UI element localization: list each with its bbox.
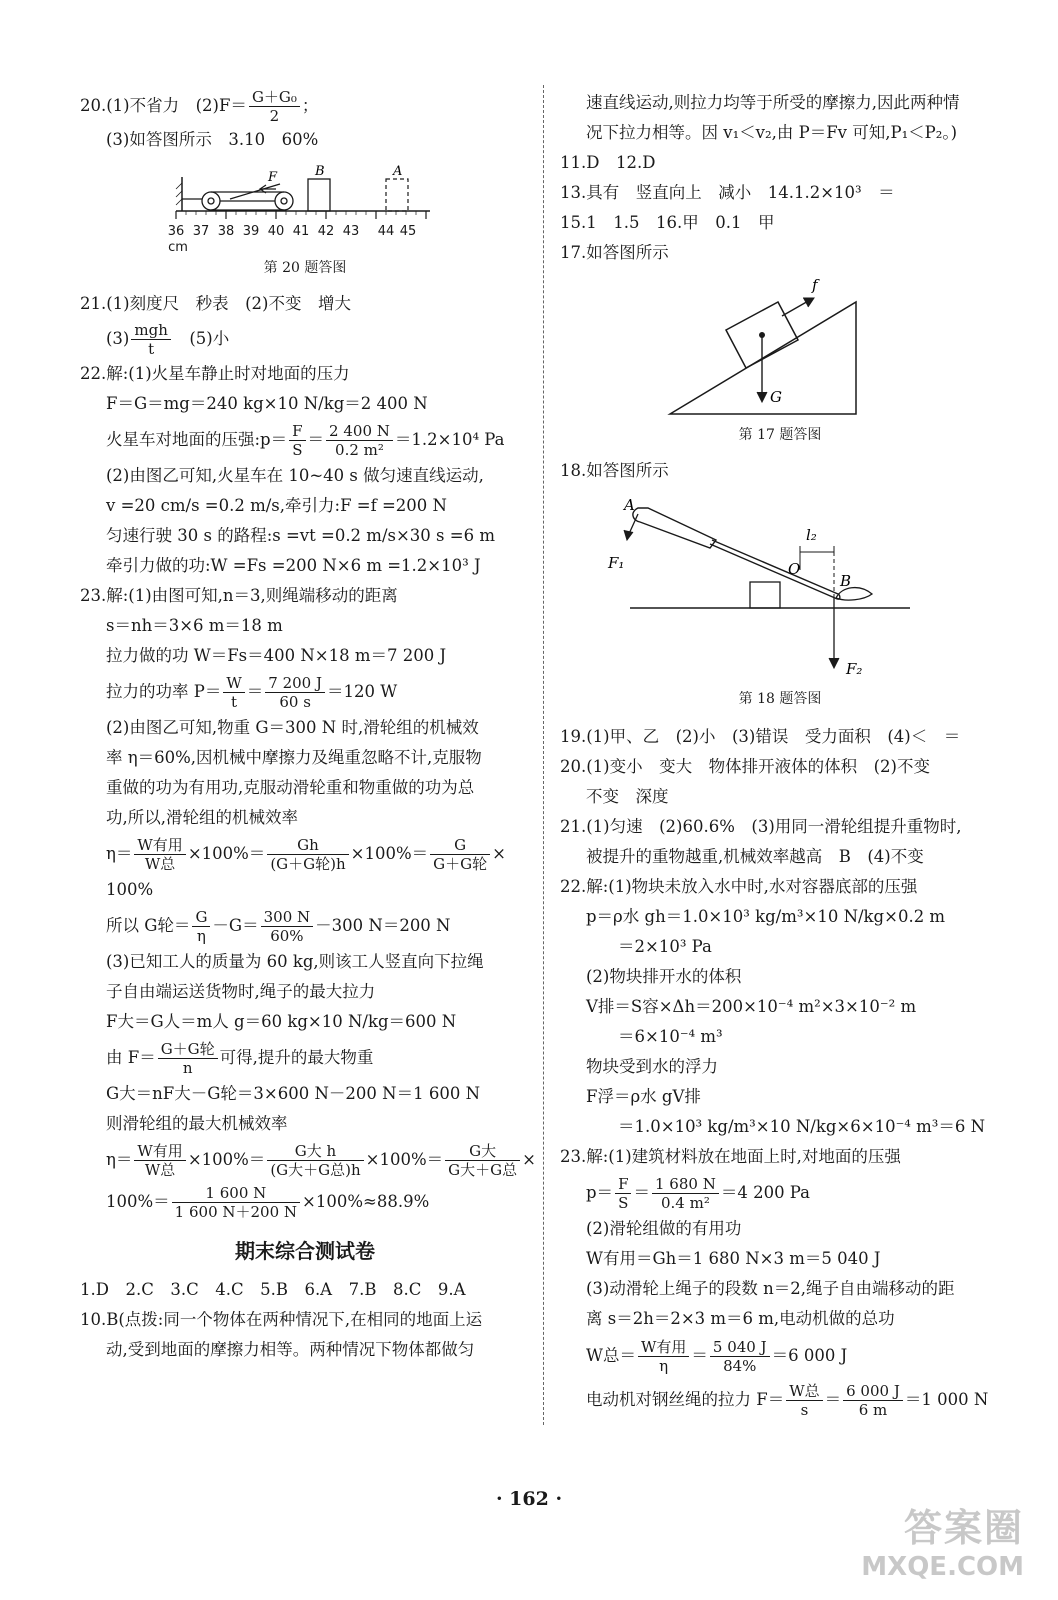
q23-line5: (3)动滑轮上绳子的段数 n＝2,绳子自由端移动的距 bbox=[586, 1279, 955, 1298]
figure-caption: 第 18 题答图 bbox=[738, 691, 822, 707]
fraction: $\frac{\text{W有用}}{\eta}$ bbox=[638, 1338, 689, 1375]
watermark-logo-text: 答案圈 bbox=[903, 1506, 1024, 1550]
fraction: $\frac{\text{G＋G轮}}{n}$ bbox=[158, 1040, 218, 1077]
fraction: $\frac{5 040 J}{84\%}$ bbox=[710, 1338, 770, 1375]
fraction: $\frac{\text{G大 h}}{\text{(G大＋G总)h}}$ bbox=[267, 1142, 363, 1179]
q23-line3: (2)滑轮组做的有用功 bbox=[586, 1219, 742, 1238]
fraction: $\frac{\text{W总}}{s}$ bbox=[786, 1382, 822, 1419]
q23-line7: 重做的功为有用功,克服动滑轮重和物重做的功为总 bbox=[106, 778, 475, 797]
q20-line1: 20.(1)变小 变大 物体排开液体的体积 (2)不变 bbox=[560, 757, 930, 776]
friction-label: f bbox=[812, 276, 818, 294]
fraction: $\frac{\text{W有用}}{\text{W总}}$ bbox=[134, 1142, 185, 1179]
q23-line2: p＝ $\frac{F}{S}$ ＝ $\frac{1 680 N}{\text{0.4 m²}}$ ＝4 200 Pa bbox=[586, 1175, 811, 1212]
ruler-tick-label: 39 bbox=[242, 224, 260, 239]
q23-line10: 100% bbox=[106, 880, 154, 899]
ruler-tick-label: 44 bbox=[377, 224, 395, 239]
fraction: $\frac{\text{mgh}}{t}$ bbox=[131, 321, 171, 358]
q17-line: 17.如答图所示 bbox=[560, 243, 669, 262]
q23-line4: W有用＝Gh＝1 680 N×3 m＝5 040 J bbox=[586, 1249, 881, 1268]
q23-line19: 100%＝ $\frac{1 600 N}{1 600 N+200 N}$ ×100%≈88.9% bbox=[106, 1184, 430, 1221]
point-label-B: B bbox=[840, 572, 852, 590]
ruler-tick-label: 37 bbox=[192, 224, 210, 239]
q15-line: 15.1 1.5 16.甲 0.1 甲 bbox=[560, 213, 775, 232]
ruler-tick-label: 36 bbox=[167, 224, 185, 239]
figure-caption: 第 20 题答图 bbox=[263, 260, 347, 276]
q22-line7: 牵引力做的功:W =Fs =200 N×6 m =1.2×10³ J bbox=[106, 556, 481, 575]
q22-line3: ＝2×10³ Pa bbox=[618, 937, 712, 956]
q23-line5: (2)由图乙可知,物重 G＝300 N 时,滑轮组的机械效 bbox=[106, 718, 479, 737]
q21-line2: 被提升的重物越重,机械效率越高 B (4)不变 bbox=[586, 847, 924, 866]
ruler-tick-label: 40 bbox=[267, 224, 285, 239]
q22-line9: ＝1.0×10³ kg/m³×10 N/kg×6×10⁻⁴ m³＝6 N bbox=[618, 1117, 986, 1136]
q22-line6: 匀速行驶 30 s 的路程:s =vt =0.2 m/s×30 s =6 m bbox=[106, 526, 495, 545]
ruler-tick-label: 41 bbox=[292, 224, 310, 239]
block-label-A: A bbox=[393, 164, 403, 179]
q21-line1: 21.(1)刻度尺 秒表 (2)不变 增大 bbox=[80, 294, 351, 313]
q21-line2: (3) $\frac{\text{mgh}}{t}$ (5)小 bbox=[106, 321, 230, 358]
watermark-url: MXQE.COM bbox=[861, 1552, 1024, 1582]
q23-line6: 率 η＝60%,因机械中摩擦力及绳重忽略不计,克服物 bbox=[106, 748, 482, 767]
block-A-dashed bbox=[386, 179, 408, 211]
q19-line: 19.(1)甲、乙 (2)小 (3)错误 受力面积 (4)＜ ＝ bbox=[560, 727, 961, 746]
q22-line2: p＝ρ水 gh＝1.0×10³ kg/m³×10 N/kg×0.2 m bbox=[586, 907, 946, 926]
fraction: $\frac{1 600 N}{1 600 N+200 N}$ bbox=[172, 1184, 300, 1221]
arrow-icon bbox=[757, 392, 767, 402]
q23-line2: s＝nh＝3×6 m＝18 m bbox=[106, 616, 283, 635]
q23-line1: 23.解:(1)建筑材料放在地面上时,对地面的压强 bbox=[560, 1147, 901, 1166]
ruler-tick-label: 38 bbox=[217, 224, 235, 239]
q23-line4: 拉力的功率 P＝ $\frac{W}{t}$ ＝ $\frac{7 200 J}{60 s}$ ＝120 W bbox=[106, 674, 398, 711]
mc-line3: 动,受到地面的摩擦力相等。两种情况下物体都做匀 bbox=[106, 1340, 475, 1359]
force-label-F: F bbox=[268, 170, 278, 185]
gravity-label: G bbox=[770, 388, 782, 406]
q23-line16: G大＝nF大－G轮＝3×600 N－200 N＝1 600 N bbox=[106, 1084, 481, 1103]
fraction: $\frac{1 680 N}{\text{0.4 m²}}$ bbox=[652, 1175, 719, 1212]
right-column bbox=[560, 88, 1000, 1422]
fulcrum-label-O: O bbox=[788, 560, 801, 578]
fraction: $\frac{Gh}{\text{(G＋G轮)h}}$ bbox=[267, 836, 348, 873]
q18-lever-figure bbox=[560, 490, 1000, 686]
q23-line8: 电动机对钢丝绳的拉力 F＝ $\frac{\text{W总}}{s}$ ＝ $\frac{6 000 J}{6 m}$ ＝1 000 N bbox=[586, 1382, 989, 1419]
fraction: $\frac{F}{S}$ bbox=[615, 1175, 631, 1212]
fraction: $\frac{6 000 J}{6 m}$ bbox=[843, 1382, 903, 1419]
q23-line7: W总＝ $\frac{\text{W有用}}{\eta}$ ＝ $\frac{5 040 J}{84\%}$ ＝6 000 J bbox=[586, 1338, 848, 1375]
mc-line2: 10.B(点拨:同一个物体在两种情况下,在相同的地面上运 bbox=[80, 1310, 483, 1329]
q23-line8: 功,所以,滑轮组的机械效率 bbox=[106, 808, 298, 827]
fraction: $\frac{G}{\text{G＋G轮}}$ bbox=[430, 836, 490, 873]
q23-line12: (3)已知工人的质量为 60 kg,则该工人竖直向下拉绳 bbox=[106, 952, 484, 971]
q21-line1: 21.(1)匀速 (2)60.6% (3)用同一滑轮组提升重物时, bbox=[560, 817, 962, 836]
fraction: $\frac{\text{W有用}}{\text{W总}}$ bbox=[134, 836, 185, 873]
q22-line5: V排＝S容×Δh＝200×10⁻⁴ m²×3×10⁻² m bbox=[586, 997, 917, 1016]
q22-line3: 火星车对地面的压强:p＝ $\frac{F}{S}$ ＝ $\frac{2 400 N}{\text{0.2 m²}}$ ＝1.2×10⁴ Pa bbox=[106, 422, 505, 459]
q23-line11: 所以 G轮＝ $\frac{G}{\eta}$ －G＝ $\frac{300 N}{60\%}$ －300 N＝200 N bbox=[106, 908, 451, 945]
q22-line1: 22.解:(1)物块未放入水中时,水对容器底部的压强 bbox=[560, 877, 918, 896]
q22-line2: F＝G＝mg＝240 kg×10 N/kg＝2 400 N bbox=[106, 394, 428, 413]
q18-line: 18.如答图所示 bbox=[560, 461, 669, 480]
block-label-B: B bbox=[315, 164, 325, 179]
point-label-A: A bbox=[624, 496, 635, 514]
fraction: $\frac{\text{G大}}{\text{G大＋G总}}$ bbox=[445, 1142, 520, 1179]
q13-line: 13.具有 竖直向上 减小 14.1.2×10³ ＝ bbox=[560, 183, 895, 202]
q23-line9: η＝ $\frac{\text{W有用}}{\text{W总}}$ ×100%＝ $\frac{Gh}{\text{(G＋G轮)h}}$ ×100%＝ $\frac{G}{\text{G＋G轮}}$ × bbox=[106, 836, 506, 873]
crowbar bbox=[633, 508, 840, 599]
q10-cont2: 况下拉力相等。因 v₁＜v₂,由 P＝Fv 可知,P₁＜P₂。) bbox=[586, 123, 958, 142]
q22-line4: (2)物块排开水的体积 bbox=[586, 967, 742, 986]
pulley-assembly bbox=[182, 184, 293, 210]
q22-line6: ＝6×10⁻⁴ m³ bbox=[618, 1027, 723, 1046]
fraction: $\frac{7 200 J}{60 s}$ bbox=[265, 674, 325, 711]
ruler-unit-label: cm bbox=[168, 240, 188, 255]
q20-line1: 20.(1)不省力 (2)F＝ $\frac{\text{G＋G₀}}{2}$ ； bbox=[80, 88, 319, 125]
ruler-tick-label: 45 bbox=[399, 224, 417, 239]
q22-line5: v =20 cm/s =0.2 m/s,牵引力:F =f =200 N bbox=[106, 496, 447, 515]
ruler-tick-label: 43 bbox=[342, 224, 360, 239]
figure-caption: 第 17 题答图 bbox=[738, 427, 822, 443]
q20-ruler-figure bbox=[80, 159, 530, 255]
fraction: $\frac{W}{t}$ bbox=[223, 674, 244, 711]
q23-line14: F大＝G人＝m人 g＝60 kg×10 N/kg＝600 N bbox=[106, 1012, 457, 1031]
page-number: · 162 · bbox=[495, 1488, 563, 1510]
fulcrum-block bbox=[750, 582, 780, 608]
q20-line2: (3)如答图所示 3.10 60% bbox=[106, 130, 319, 149]
lever-arm-label: l₂ bbox=[806, 526, 817, 544]
q23-line1: 23.解:(1)由图可知,n＝3,则绳端移动的距离 bbox=[80, 586, 398, 605]
fraction: $\frac{F}{S}$ bbox=[289, 422, 305, 459]
q22-line8: F浮＝ρ水 gV排 bbox=[586, 1087, 701, 1106]
q23-line15: 由 F＝ $\frac{\text{G＋G轮}}{n}$ 可得,提升的最大物重 bbox=[106, 1040, 374, 1077]
fraction: $\frac{\text{G＋G₀}}{2}$ bbox=[249, 88, 300, 125]
force-label-F2: F₂ bbox=[846, 660, 863, 678]
q23-line18: η＝ $\frac{\text{W有用}}{\text{W总}}$ ×100%＝ $\frac{\text{G大 h}}{\text{(G大＋G总)h}}$ ×100%＝ $\frac{\text{G大}}{\text{G大＋G总}}$ × bbox=[106, 1142, 536, 1179]
block-B bbox=[308, 179, 330, 211]
q22-line1: 22.解:(1)火星车静止时对地面的压力 bbox=[80, 364, 350, 383]
q22-line4: (2)由图乙可知,火星车在 10~40 s 做匀速直线运动, bbox=[106, 466, 484, 485]
q23-line3: 拉力做的功 W＝Fs＝400 N×18 m＝7 200 J bbox=[106, 646, 447, 665]
watermark bbox=[861, 1497, 1024, 1582]
column-divider bbox=[543, 85, 544, 1425]
q23-line13: 子自由端运送货物时,绳子的最大拉力 bbox=[106, 982, 376, 1001]
fraction: $\frac{300 N}{60\%}$ bbox=[261, 908, 314, 945]
arrow-icon bbox=[829, 658, 839, 668]
q20-line2: 不变 深度 bbox=[586, 787, 669, 806]
fraction: $\frac{2 400 N}{\text{0.2 m²}}$ bbox=[326, 422, 393, 459]
q17-incline-figure bbox=[560, 272, 1000, 422]
mc-line1: 1.D 2.C 3.C 4.C 5.B 6.A 7.B 8.C 9.A bbox=[80, 1280, 466, 1299]
q10-cont1: 速直线运动,则拉力均等于所受的摩擦力,因此两种情 bbox=[586, 93, 960, 112]
q23-line17: 则滑轮组的最大机械效率 bbox=[106, 1114, 288, 1133]
section-title: 期末综合测试卷 bbox=[235, 1239, 375, 1263]
force-label-F1: F₁ bbox=[608, 554, 625, 572]
fraction: $\frac{G}{\eta}$ bbox=[192, 908, 210, 945]
q22-line7: 物块受到水的浮力 bbox=[586, 1057, 718, 1076]
ruler-tick-label: 42 bbox=[317, 224, 335, 239]
left-column bbox=[80, 88, 536, 1365]
q11-line: 11.D 12.D bbox=[560, 153, 656, 172]
arrow-icon bbox=[624, 530, 633, 540]
q23-line6: 离 s＝2h＝2×3 m＝6 m,电动机做的总功 bbox=[586, 1309, 895, 1328]
